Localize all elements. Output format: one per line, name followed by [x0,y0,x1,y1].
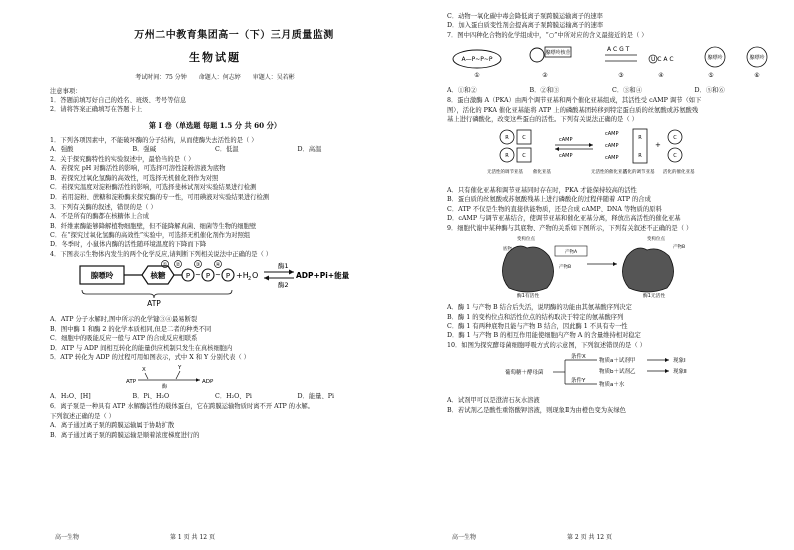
option-a: A．H₂O、[H] [50,393,91,401]
option-b: B．②和③ [529,87,560,95]
label-2: ② [542,71,548,79]
svg-text:O: O [252,270,259,280]
svg-text:R: R [505,152,509,159]
option-b: B．蛋白质的丝氨酸或苏氨酸残基上进行磷酸化的过程伴随着 ATP 的合成 [447,196,651,204]
option-d: D．cAMP 与调节亚基结合，使调节亚基和催化亚基分离，释放出高活性的催化亚基 [447,215,681,223]
nucleoside-label: 腺嘌呤核苷 [545,49,571,56]
option-d: D．冬季时，小鼠体内酶的活性随环境温度的下降而下降 [50,241,207,249]
option-a: A．试剂甲可以是澄清石灰水溶液 [447,397,540,405]
svg-text:C: C [522,134,526,141]
option-d: D．能量、Pi [297,393,334,401]
product-a: 产物A [564,249,578,255]
output-2: 物质b＋试剂乙 [599,368,636,375]
input-label: 葡萄糖＋酵母菌 [505,369,544,376]
question-7: 7．图中四种化合物的化学组成中，“○”中所对应的含义最接近的是（ ） [447,32,648,40]
condition-x: 条件X [571,353,586,360]
option-b: B．若试剂乙是酸性重铬酸钾溶液，则现象Ⅱ为由橙色变为灰绿色 [447,406,626,414]
notes-heading: 注意事项： [50,87,82,95]
atp-adp-figure [50,363,380,389]
question-5-options [50,392,380,401]
bond-3: ③ [195,261,201,268]
option-a: A．ATP 分子水解时,图中所示的化学键③④最易断裂 [50,316,198,324]
question-1-options [50,145,380,154]
adenine-5: 腺嘌呤 [707,54,723,61]
option-b: B．酶 1 的变构位点和活性位点的结构取决于特定的氨基酸序列 [447,313,624,321]
phosphate-2: P [205,271,211,280]
note-2: 2．请将答案正确填写在答题卡上 [50,106,143,114]
adenine-6: 腺嘌呤 [749,54,765,61]
inactive-catalytic-label: 无活性的催化亚基 [591,169,627,175]
svg-text:R: R [505,134,509,141]
svg-text:C: C [673,134,677,141]
option-b: B．Pi、H₂O [132,393,170,401]
exam-title: 万州二中教育集团高一（下）三月质量监测 [134,30,334,41]
option-a: A．离子通过离子泵的跨膜运输属于协助扩散 [50,422,175,430]
question-8: 8．蛋白激酶 A（PKA）由两个调节亚基和两个催化亚基组成，其活性受 cAMP 调节（如下 [447,97,702,105]
condition-y: 条件Y [571,377,586,384]
question-3: 3．下列有关酶的叙述，错误的是（ ） [50,203,157,211]
svg-text:~: ~ [215,270,221,279]
section-heading: 第 I 卷（单选题 每题 1.5 分 共 60 分） [148,120,282,130]
question-9: 9．细胞代谢中某种酶与其底物、产物的关系如下图所示，下列有关叙述不正确的是（ ） [447,225,693,233]
footer-subject: 高一生物 [55,534,80,541]
option-c: C．动物一氧化碳中毒会降低离子泵跨膜运输离子的速率 [447,13,603,20]
pka-figure [447,125,777,183]
svg-text:2: 2 [248,275,252,282]
adp-text: ADP [202,378,214,385]
notes [50,87,380,115]
svg-text:+H: +H [236,270,249,280]
product-b-bound: 产物B [673,244,686,250]
question-1: 1．下列各项因素中，不能破坏酶的分子结构，从而使酶失去活性的是（ ） [50,136,258,144]
option-a: A．酶 1 与产物 B 结合后失活，说明酶的功能由其氨基酸序列决定 [447,304,632,312]
page-2 [397,0,794,550]
catalytic-label: 催化亚基 [533,169,551,175]
ribose-label: 核糖 [150,270,166,280]
inactive-regulatory-label: 无活性的调节亚基 [487,169,523,175]
svg-text:C: C [673,152,677,159]
option-c: C．低温 [215,146,239,154]
option-c: C．在“探究过氧化氢酶的高效性”实验中，可选择无机催化剂作为对照组 [50,231,251,239]
adenine-label: 腺嘌呤 [90,270,114,280]
enzyme-figure [447,234,777,300]
atp-reaction-figure [50,260,380,312]
phenomenon-1: 现象Ⅰ [673,357,686,364]
output-3: 物质a＋水 [599,381,625,388]
exam-subtitle: 生物试题 [189,51,241,64]
camp-4: cAMP [605,142,619,149]
label-4: ④ [658,71,664,79]
footer-page-number: 第 2 页 共 12 页 [567,534,612,541]
yeast-respiration-figure [447,351,777,393]
option-d: D．ATP 与 ADP 间相互转化的能量供应机制只发生在真核细胞内 [50,344,233,352]
enzyme-text: 酶 [162,383,168,389]
svg-text:R: R [638,152,642,159]
enzyme-1-label: 酶1 [278,261,289,270]
svg-text:C: C [522,152,526,159]
option-d: D．加入蛋白质变性剂会提高离子泵跨膜运输离子的速率 [447,22,604,30]
active-regulatory-label: 活化的调节亚基 [623,169,655,175]
svg-text:R: R [638,134,642,141]
camp-1: cAMP [559,136,573,143]
compound-figure [447,41,777,83]
option-b: B．若探究过氧化氢酶的高效性，可选择无机催化剂作为对照 [50,174,219,182]
option-c: C．H₂O、Pi [215,393,252,401]
option-c: C．酶 1 有两种底物且能与产物 B 结合，因此酶 1 不具有专一性 [447,322,628,330]
question-7-options [447,86,777,95]
option-a: A．不是所有的酶都在核糖体上合成 [50,213,150,221]
question-4: 4．下图表示生物体内发生的两个化学反应,请判断下列相关说法中正确的是（ ） [50,251,273,259]
question-6: 6．离子泵是一种具有 ATP 水解酶活性的载体蛋白，它在跨膜运输物质时离不开 ATP 的水解。 [50,403,314,411]
label-1: ① [474,71,480,79]
rna-bases: U C A C [651,55,674,63]
bond-1: ① [162,261,168,268]
bond-2: ② [175,261,181,268]
atp-label: ATP [147,298,161,308]
option-a: A．若探究 pH 对酶活性的影响，可选择可溶性淀粉溶液为底物 [50,165,226,173]
question-5: 5．ATP 转化为 ADP 的过程可用如图表示，式中 X 和 Y 分别代表（ ） [50,354,250,362]
allosteric-site-1: 变构位点 [517,236,535,242]
allosteric-site-2: 变构位点 [647,236,665,242]
option-d: D．高温 [297,146,322,154]
option-d: D．⑤和⑥ [694,87,725,95]
enzyme-inactive-label: 酶1无活性 [643,293,666,299]
phenomenon-2: 现象Ⅱ [673,368,687,375]
page-1-content [50,28,380,440]
question-2: 2．关于探究酶特性的实验叙述中，最恰当的是（ ） [50,155,195,163]
output-1: 物质a＋试剂甲 [599,357,636,364]
option-d: D．若用淀粉、蔗糖和淀粉酶来探究酶的专一性，可用碘液对实验结果进行检测 [50,193,270,201]
label-5: ⑤ [708,71,714,79]
note-1: 1．答题前填写好自己的姓名、班级、考号等信息 [50,96,187,104]
footer-page-number: 第 1 页 共 12 页 [170,534,215,541]
question-8-line-2: 图），活化的 PKA 催化亚基能将 ATP 上的磷酸基团转移到特定蛋白质的丝氨酸或苏氨酸残 [447,106,699,114]
option-b: B．纤维素酶能够降解植物细胞壁，但不能降解真菌、细菌等生物的细胞壁 [50,222,257,230]
enzyme-active-label: 酶1有活性 [517,293,540,299]
option-a: A．①和② [447,87,477,95]
products-label: ADP+Pi+能量 [296,270,350,280]
svg-text:~: ~ [195,270,201,279]
question-10: 10．如图为探究酵母菌细胞呼吸方式的示意图，下列叙述错误的是（ ） [447,342,646,350]
active-catalytic-label: 活化的催化亚基 [663,169,695,175]
atp-text: ATP [126,378,137,385]
camp-5: cAMP [605,154,619,161]
question-6-prompt: 下列叙述正确的是（ ） [50,412,115,420]
x-label: X [142,366,146,373]
option-c: C．若探究温度对淀粉酶活性的影响，可选择斐林试剂对实验结果进行检测 [50,184,257,192]
footer-subject: 高一生物 [452,534,477,541]
bond-4: ④ [215,261,221,268]
option-a: A．强酸 [50,146,74,154]
option-a: A．只有催化亚基和调节亚基同时存在时，PKA 才能保持较高的活性 [447,186,637,194]
y-label: Y [178,364,182,371]
substrate-label: 底物 [503,246,512,252]
option-b: B．强碱 [132,146,157,154]
phosphate-3: P [225,271,231,280]
atp-compound: A—P~P~P [461,55,493,63]
svg-text:+: + [655,140,661,149]
option-b: B．离子通过离子泵的跨膜运输是顺着浓度梯度进行的 [50,431,200,439]
exam-info: 考试时间：75 分钟 命题人：何志婷 审题人：吴若彬 [135,73,295,81]
phosphate-1: P [185,271,191,280]
label-3: ③ [618,71,624,79]
option-b: B．图中酶 1 和酶 2 的化学本质相同,但是二者的种类不同 [50,325,212,333]
product-b: 产物B [559,264,572,270]
option-c: C．③和④ [612,87,643,95]
option-c: C．ATP 不仅是生物的直接供能物质，还是合成 cAMP、DNA 等物质的原料 [447,205,662,213]
question-8-line-3: 基上进行磷酸化，改变这些蛋白的活性。下列有关说法正确的是（ ） [447,116,638,124]
option-d: D．酶 1 与产物 B 的相互作用能使细胞内产物 A 的含量维持相对稳定 [447,332,641,340]
page-2-content [447,12,777,415]
label-6: ⑥ [754,71,760,79]
dna-bases: A C G T [607,45,630,53]
option-c: C．细胞中的吸能反应一般与 ATP 的合成反应相联系 [50,335,198,343]
enzyme-2-label: 酶2 [278,280,289,289]
camp-2: cAMP [559,152,573,159]
camp-3: cAMP [605,130,619,137]
